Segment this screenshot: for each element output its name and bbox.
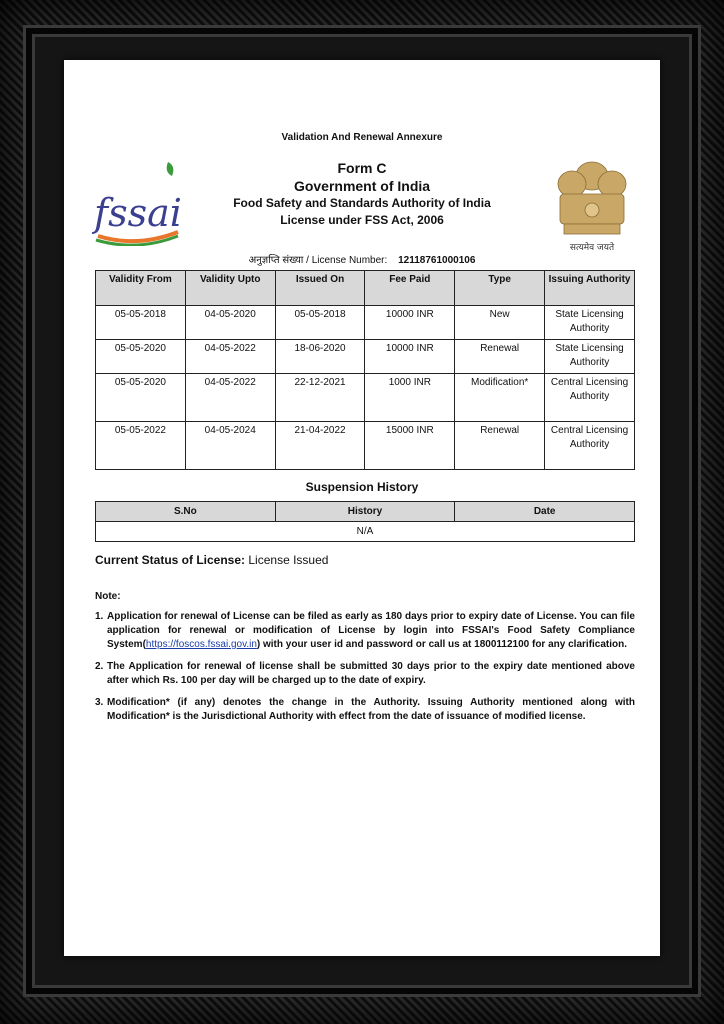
current-status [95, 553, 328, 567]
fssai-logo [92, 156, 182, 246]
foscos-link[interactable]: https://foscos.fssai.gov.in [145, 639, 257, 650]
table-row [96, 422, 635, 470]
list-item [95, 660, 635, 688]
table-row [96, 374, 635, 422]
col-history: History [275, 502, 455, 522]
government-title: Government of India [293, 178, 431, 194]
table-cell: Central Licensing Authority [545, 422, 635, 470]
col-date: Date [455, 502, 635, 522]
document-header [184, 159, 540, 229]
table-row [96, 522, 635, 542]
table-cell: 05-05-2018 [275, 306, 365, 340]
document-page [64, 60, 660, 956]
license-number: 12118761000106 [398, 255, 476, 266]
validation-table [95, 270, 635, 470]
table-cell: Central Licensing Authority [545, 374, 635, 422]
table-cell: 05-05-2022 [96, 422, 186, 470]
table-cell: 22-12-2021 [275, 374, 365, 422]
col-validity-from: Validity From [96, 271, 186, 306]
col-issued-on: Issued On [275, 271, 365, 306]
suspension-history-title: Suspension History [305, 480, 419, 494]
status-value: License Issued [248, 553, 329, 567]
col-issuing-authority: Issuing Authority [545, 271, 635, 306]
notes-list [95, 610, 635, 732]
note-title: Note: [95, 591, 121, 602]
list-item [95, 696, 635, 724]
table-cell: 04-05-2024 [185, 422, 275, 470]
col-sno: S.No [96, 502, 276, 522]
table-cell: 05-05-2020 [96, 374, 186, 422]
table-cell: 10000 INR [365, 340, 455, 374]
table-cell: 15000 INR [365, 422, 455, 470]
table-cell: 04-05-2022 [185, 340, 275, 374]
license-number-line [64, 252, 660, 266]
authority-title: Food Safety and Standards Authority of India [233, 196, 491, 210]
table-cell: New [455, 306, 545, 340]
table-cell: 04-05-2020 [185, 306, 275, 340]
table-cell: 1000 INR [365, 374, 455, 422]
form-title: Form C [337, 160, 387, 176]
suspension-table [95, 501, 635, 542]
table-row [96, 340, 635, 374]
validation-table-header [96, 271, 635, 306]
national-emblem [544, 154, 640, 254]
note-number: 2. [95, 661, 104, 672]
table-cell: 05-05-2018 [96, 306, 186, 340]
table-cell: Renewal [455, 422, 545, 470]
act-title: License under FSS Act, 2006 [280, 213, 444, 227]
note-text: The Application for renewal of license shall be submitted 30 days prior to the expiry date mentioned above after which Rs. 100 per day will be charged up to the date of expiry. [107, 661, 635, 686]
suspension-table-header [96, 502, 635, 522]
annexure-title: Validation And Renewal Annexure [281, 132, 443, 143]
table-cell: Renewal [455, 340, 545, 374]
fssai-logo-text: fssai [94, 191, 182, 235]
table-cell: 04-05-2022 [185, 374, 275, 422]
table-row [96, 306, 635, 340]
table-cell: 10000 INR [365, 306, 455, 340]
table-cell: 21-04-2022 [275, 422, 365, 470]
table-cell: 18-06-2020 [275, 340, 365, 374]
col-fee-paid: Fee Paid [365, 271, 455, 306]
emblem-motto: सत्यमेव जयते [569, 243, 615, 253]
empty-cell: N/A [96, 522, 635, 542]
table-cell: State Licensing Authority [545, 340, 635, 374]
table-cell: State Licensing Authority [545, 306, 635, 340]
license-number-label: अनुज्ञप्ति संख्या / License Number: [248, 255, 388, 266]
note-number: 3. [95, 697, 104, 708]
status-label: Current Status of License: [95, 553, 246, 567]
table-cell: 05-05-2020 [96, 340, 186, 374]
col-type: Type [455, 271, 545, 306]
list-item [95, 610, 635, 652]
table-cell: Modification* [455, 374, 545, 422]
col-validity-upto: Validity Upto [185, 271, 275, 306]
note-text: Application for renewal of License can be filed as early as 180 days prior to expiry date of License. You can file application for renewal or modification of License by login into FSSAI's Food Safety Compliance System(https://foscos.fssai.gov.in) with your user id and password or call us at 1800112100 for any clarification. [107, 611, 635, 650]
note-number: 1. [95, 611, 104, 622]
note-text: Modification* (if any) denotes the change in the Authority. Issuing Authority mentioned along with Modification* is the Jurisdictional Authority with effect from the date of issuance of modified license. [107, 697, 635, 722]
